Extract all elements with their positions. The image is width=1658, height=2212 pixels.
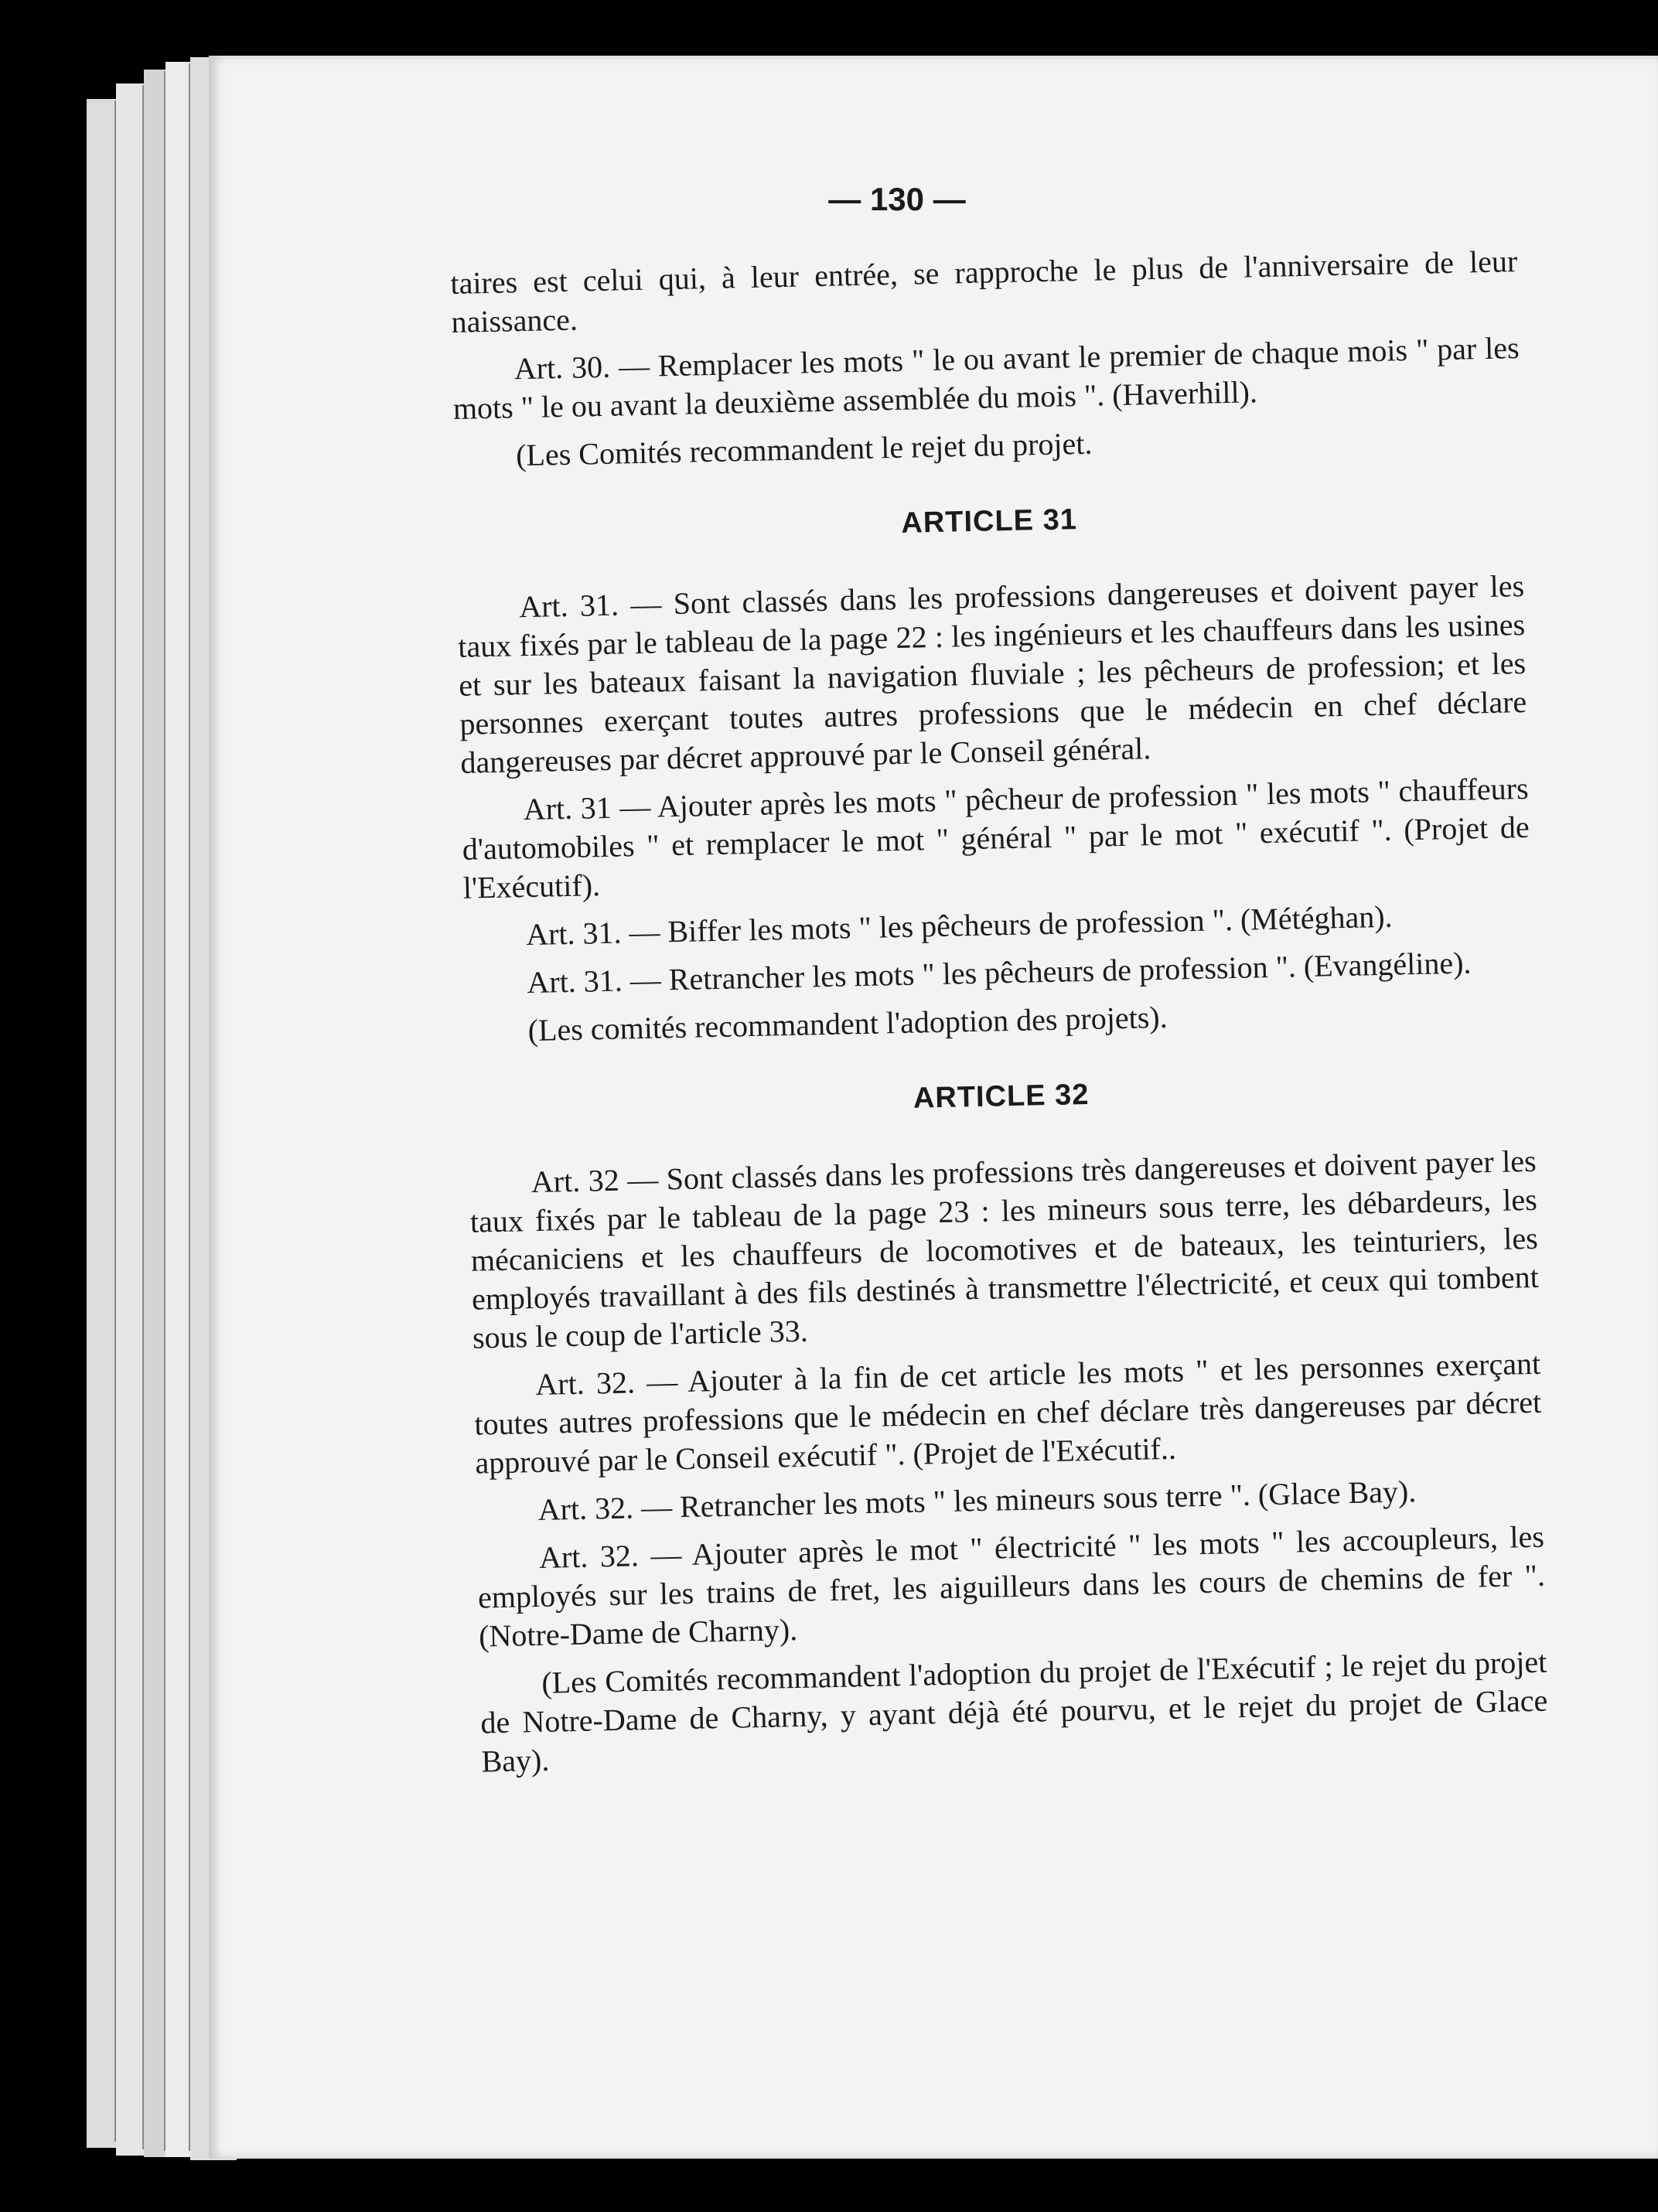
paragraph: Art. 31 — Ajouter après les mots " pêcheur de profession " les mots " chauffeurs d'automobiles " et remplacer le mot " général " par le mot " exécutif ". (Projet de l'Exécutif). [462,770,1530,905]
paragraph: (Les Comités recommandent l'adoption du projet de l'Exécutif ; le rejet du projet de Notre-Dame de Charny, y ayant déjà été pourvu, et le rejet du projet de Glace Bay). [480,1644,1548,1779]
page-text [450,242,1549,1790]
page-edge-line [142,85,144,2149]
page-edge-line [114,101,116,2142]
paragraph: Art. 31. — Retrancher les mots " les pêcheurs de profession ". (Evangéline). [526,945,1472,1000]
page-edge-line [164,71,165,2151]
paragraph: Art. 32 — Sont classés dans les professions très dangereuses et doivent payer les taux fixés par le tableau de la page 23 : les mineurs sous terre, les débardeurs, les mécaniciens et les chauffeurs de locomotives et de bateaux, les teinturiers, les employés travaillant à des fils destinés à transmettre l'électricité, et ceux qui tombent sous le coup de l'article 33. [469,1143,1540,1355]
page-edge-line [189,63,190,2151]
paragraph: taires est celui qui, à leur entrée, se rapproche le plus de l'anniversaire de leur naissance. [450,244,1518,339]
paragraph: (Les Comités recommandent le rejet du projet. [515,425,1093,473]
paragraph: Art. 32. — Retrancher les mots " les mineurs sous terre ". (Glace Bay). [537,1474,1417,1527]
paragraph: Art. 32. — Ajouter à la fin de cet article les mots " et les personnes exerçant toutes autres professions que le médecin en chef déclare très dangereuses par décret approuvé par le Conseil exécutif ". (Projet de l'Exécutif.. [473,1345,1542,1481]
paragraph: Art. 31. — Biffer les mots " les pêcheurs de profession ". (Météghan). [525,898,1393,953]
page-number: — 130 — [828,181,966,217]
paragraph: Art. 30. — Remplacer les mots " le ou avant le premier de chaque mois " par les mots " le ou avant la deuxième assemblée du mois ". (Haverhill). [452,330,1520,426]
section-heading: ARTICLE 32 [913,1078,1090,1115]
paragraph: Art. 31. — Sont classés dans les professions dangereuses et doivent payer les taux fixés par le tableau de la page 22 : les ingénieurs et les chauffeurs dans les usines et sur les bateaux faisant la navigation fluviale ; les pêcheurs de profession; et les personnes exerçant toutes autres professions que le médecin en chef déclare dangereuses par décret approuvé par le Conseil général. [457,568,1527,780]
section-heading: ARTICLE 31 [900,503,1078,540]
paragraph: Art. 32. — Ajouter après le mot " électricité " les mots " les accoupleurs, les employés sur les trains de fret, les aiguilleurs dans les cours de chemins de fer ". (Notre-Dame de Charny). [477,1518,1546,1654]
page-sheet [209,56,1658,2159]
paragraph: (Les comités recommandent l'adoption des projets). [527,999,1168,1048]
